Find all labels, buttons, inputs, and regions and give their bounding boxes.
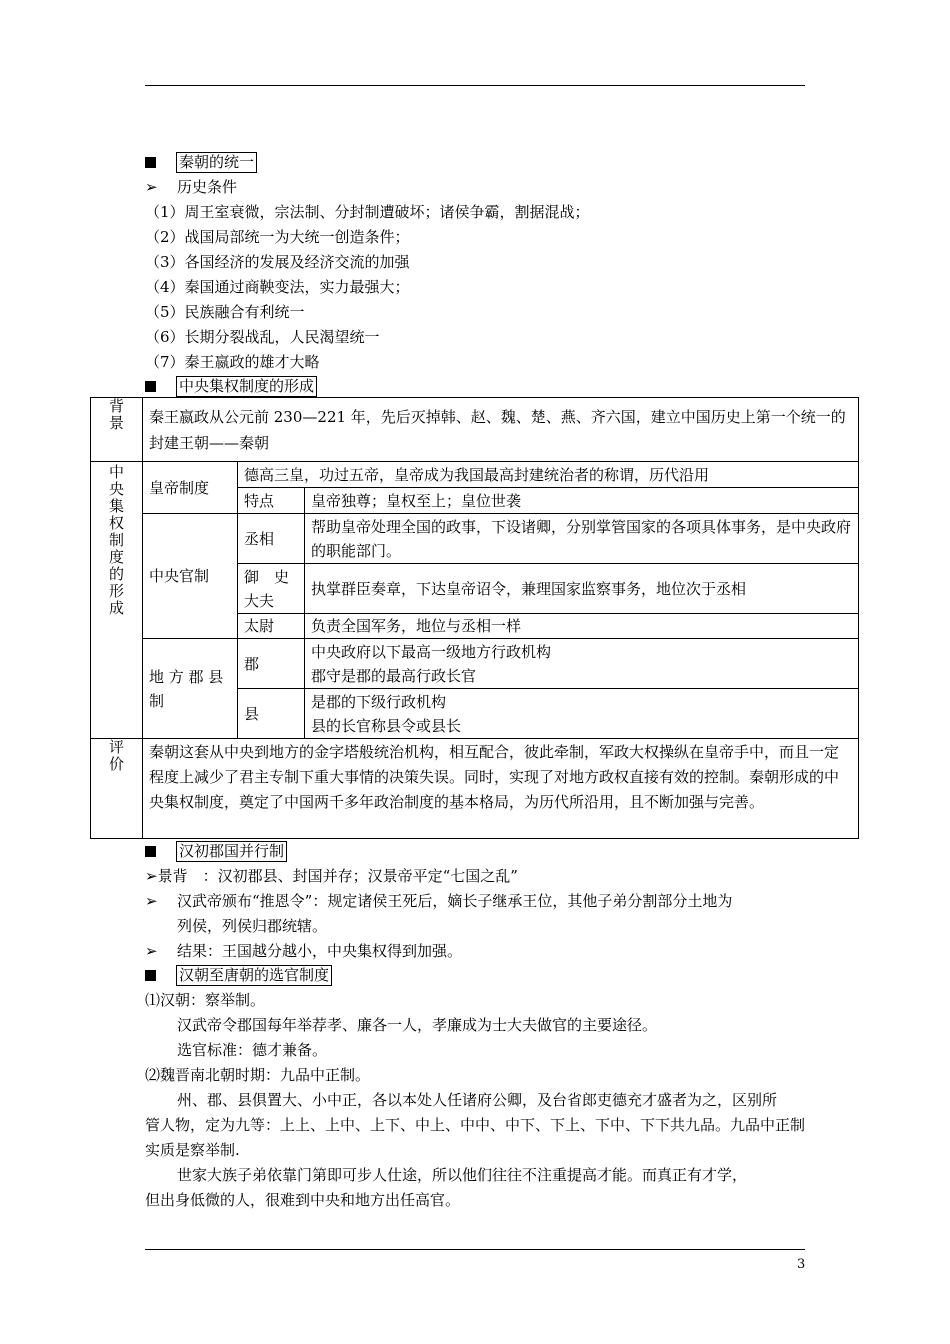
paragraph: ⑵魏晋南北朝时期：九品中正制。 [145,1066,371,1084]
emperor-label: 皇帝制度 [143,462,238,514]
arrow-bullet-icon: ➢ [145,892,158,910]
chancellor-label: 丞相 [238,514,305,564]
square-bullet-icon [145,381,156,392]
header-rule [145,85,805,86]
emperor-desc: 德高三皇，功过五帝，皇帝成为我国最高封建统治者的称谓，历代沿用 [238,462,859,488]
row-label-evaluation: 评 价 [91,739,143,839]
local-system-label: 地 方 郡 县 制 [143,639,238,739]
evaluation-text: 秦朝这套从中央到地方的金字塔般统治机构，相互配合，彼此牵制，军政大权操纵在皇帝手中，而且一定程度上减少了君主专制下重大事情的决策失误。同时，实现了对地方政权直接有效的控制。秦朝形成的中央集权制度，奠定了中国两千多年政治制度的基本格局，为历代所沿用，且不断加强与完善。 [143,739,859,839]
paragraph: 汉武帝令郡国每年举荐孝、廉各一人，孝廉成为士大夫做官的主要途径。 [177,1016,658,1034]
xian-label: 县 [238,689,305,739]
bullet-line: ➢景背 ：汉初郡县、封国并存；汉景帝平定“七国之乱” [145,867,518,885]
section-heading [145,841,287,862]
section-heading [145,965,332,986]
section-title: 中央集权制度的形成 [176,376,317,397]
feature-desc: 皇帝独尊；皇权至上；皇位世袭 [305,488,859,514]
square-bullet-icon [145,846,156,857]
square-bullet-icon [145,157,156,168]
censor-desc: 执掌群臣奏章，下达皇帝诏令，兼理国家监察事务，地位次于丞相 [305,564,859,614]
jun-desc: 中央政府以下最高一级地方行政机构 郡守是郡的最高行政长官 [305,639,859,689]
commandant-desc: 负责全国军务，地位与丞相一样 [305,614,859,639]
list-item: （1）周王室衰微，宗法制、分封制遭破坏；诸侯争霸，割据混战； [145,203,590,221]
bullet-line: ➢ 结果：王国越分越小，中央集权得到加强。 [145,942,463,960]
paragraph: 州、郡、县俱置大、小中正，各以本处人任诸府公卿，及台省郎吏德充才盛者为之，区别所 [177,1091,778,1109]
paragraph: 选官标准：德才兼备。 [177,1041,328,1059]
central-official-label: 中央官制 [143,514,238,639]
xian-desc: 是郡的下级行政机构 县的长官称县令或县长 [305,689,859,739]
section-heading [145,376,317,397]
arrow-bullet-icon: ➢ [145,867,158,885]
censor-label: 御 史 大夫 [238,564,305,614]
paragraph: 管人物，定为九等：上上、上中、上下、中上、中中、中下、下上、下中、下下共九品。九品中正制 [145,1116,806,1134]
background-text: 秦王嬴政从公元前 230—221 年，先后灭掉韩、赵、魏、楚、燕、齐六国，建立中国历史上第一个统一的封建王朝——秦朝 [143,398,859,462]
feature-label: 特点 [238,488,305,514]
list-item: （6）长期分裂战乱，人民渴望统一 [145,328,380,346]
row-label-background: 背 景 [91,398,143,462]
bullet-line: ➢ 汉武帝颁布“推恩令”：规定诸侯王死后，嫡长子继承王位，其他子弟分割部分土地为 [145,892,733,910]
commandant-label: 太尉 [238,614,305,639]
list-item: （4）秦国通过商鞅变法，实力最强大； [145,278,410,296]
paragraph: 世家大族子弟依靠门第即可步人仕途，所以他们往往不注重提高才能。而真正有才学， [177,1166,748,1184]
jun-label: 郡 [238,639,305,689]
section-title: 汉初郡国并行制 [176,841,287,862]
section-heading [145,152,257,173]
footer-rule [145,1249,805,1250]
paragraph: 但出身低微的人，很难到中央和地方出任高官。 [145,1191,461,1209]
arrow-bullet-icon: ➢ [145,942,158,960]
list-item: （3）各国经济的发展及经济交流的加强 [145,253,410,271]
paragraph: ⑴汉朝：察举制。 [145,991,266,1009]
arrow-bullet-icon: ➢ [145,178,158,196]
list-item: （2）战国局部统一为大统一创造条件； [145,228,410,246]
list-item: （7）秦王嬴政的雄才大略 [145,353,320,371]
bullet-line-continued: 列侯，列侯归郡统辖。 [177,917,328,935]
section-title: 秦朝的统一 [176,152,257,173]
list-item: （5）民族融合有利统一 [145,303,305,321]
square-bullet-icon [145,970,156,981]
chancellor-desc: 帮助皇帝处理全国的政事，下设诸卿，分别掌管国家的各项具体事务，是中央政府的职能部门。 [305,514,859,564]
section-title: 汉朝至唐朝的选官制度 [176,965,332,986]
central-system-table [90,397,859,839]
paragraph: 实质是察举制. [145,1141,240,1159]
subheading: ➢ 历史条件 [145,178,238,196]
page-number: 3 [797,1257,806,1272]
row-label-formation: 中 央 集 权 制 度 的 形 成 [91,462,143,739]
